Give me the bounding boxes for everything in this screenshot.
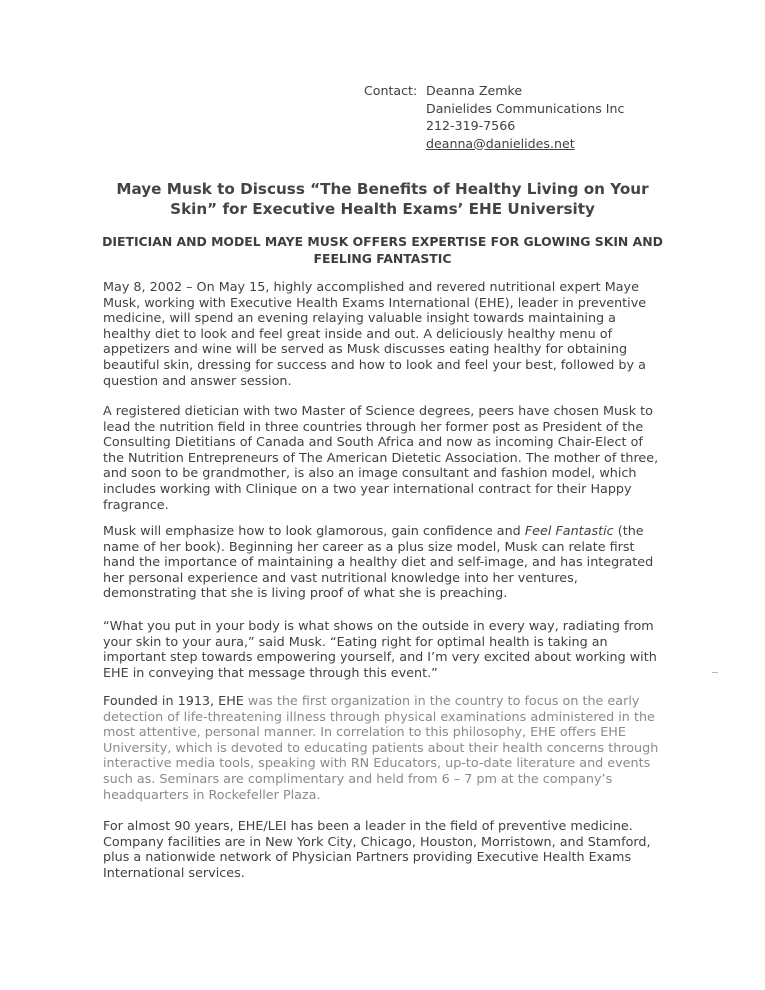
paragraph-about-ehe [103,694,663,803]
contact-label: Contact: [364,83,418,98]
paragraph-text: was the first organization in the country to focus on the early detection of life-threatening illness through physical examinations administered in the most attentive, personal manner. In correlation to this philosophy, EHE offers EHE University, which is devoted to educating patients about their health concerns through interactive media tools, speaking with RN Educators, up-to-date literature and events such as. Seminars are complimentary and held from 6 – 7 pm at the company’s headquarters in Rockefeller Plaza. [103,694,659,803]
contact-spacer [364,117,426,135]
contact-spacer [364,135,426,153]
book-title: Feel Fantastic [524,524,614,539]
headline: Maye Musk to Discuss “The Benefits of Healthy Living on Your Skin” for Executive Health Exams’ EHE University [116,180,649,218]
paragraph-text: Musk will emphasize how to look glamorous, gain confidence and [103,524,525,539]
paragraph-lead: Founded in 1913, EHE [103,694,244,709]
scan-artifact [712,672,718,673]
contact-name: Deanna Zemke [426,83,523,98]
contact-spacer [364,100,426,118]
paragraph-announcement: May 8, 2002 – On May 15, highly accomplished and revered nutritional expert Maye Musk, working with Executive Health Exams International (EHE), leader in preventive medicine, will spend an evening relaying valuable insight towards maintaining a healthy diet to look and feel great inside and out. A deliciously healthy menu of appetizers and wine will be served as Musk discusses eating healthy for obtaining beautiful skin, dressing for success and how to look and feel your best, followed by a question and answer session. [103,280,647,389]
contact-row-name [364,82,624,100]
contact-phone: 212-319-7566 [426,118,516,133]
subheadline: DIETICIAN AND MODEL MAYE MUSK OFFERS EXPERTISE FOR GLOWING SKIN AND FEELING FANTASTIC [102,234,663,266]
paragraph-facilities: For almost 90 years, EHE/LEI has been a leader in the field of preventive medicine. Company facilities are in New York City, Chicago, Houston, Morristown, and Stamford, plus a nationwide network of Physician Partners providing Executive Health Exams International services. [103,819,651,881]
contact-company: Danielides Communications Inc [426,100,625,116]
contact-row-company [364,100,624,118]
contact-row-phone [364,117,624,135]
paragraph-emphasis [103,524,663,602]
paragraph-credentials: A registered dietician with two Master of Science degrees, peers have chosen Musk to lead the nutrition field in three countries through her former post as President of the Consulting Dietitians of Canada and South Africa and now as incoming Chair-Elect of the Nutrition Entrepreneurs of The American Dietetic Association. The mother of three, and soon to be grandmother, is also an image consultant and fashion model, which includes working with Clinique on a two year international contract for their Happy fragrance. [103,404,659,513]
paragraph-quote: “What you put in your body is what shows on the outside in every way, radiating from your skin to your aura,” said Musk. “Eating right for optimal health is taking an important step towards empowering yourself, and I’m very excited about working with EHE in conveying that message through this event.” [103,619,657,681]
contact-block [364,82,624,152]
contact-row-email [364,135,624,153]
contact-email-link[interactable]: deanna@danielides.net [426,135,575,151]
paragraph-text: (the name of her book). Beginning her career as a plus size model, Musk can relate first hand the importance of maintaining a healthy diet and self-image, and has integrated her personal experience and vast nutritional knowledge into her ventures, demonstrating that she is living proof of what she is preaching. [103,524,654,602]
